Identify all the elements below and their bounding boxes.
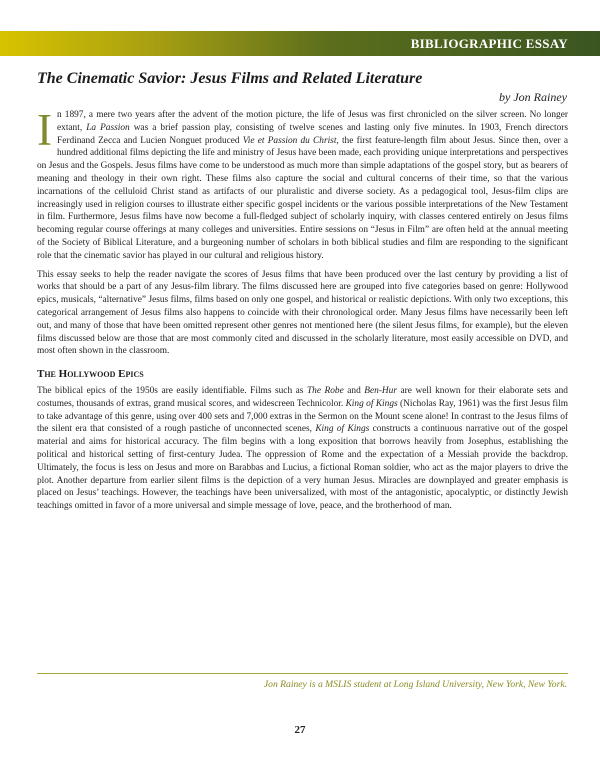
article-body (37, 105, 569, 519)
film-title: King of Kings (345, 398, 398, 409)
intro-paragraph-1: In 1897, a mere two years after the advent of the motion picture, the life of Jesus was first chronicled on the silver screen. No longer extant, La Passion was a brief passion play, consisting of twelve scenes and lasting only five minutes. In 1903, French directors Ferdinand Zecca and Lucien Nonguet produced Vie et Passion du Christ, the first feature-length film about Jesus. Since then, over a hundred additional films depicting the life and ministry of Jesus have been made, each providing unique interpretations and perspectives on Jesus and the Gospels. Jesus films have come to be understood as much more than simple adaptations of the gospel story, but as bearers of meaning and theology in their own right. These films also capture the social and cultural concerns of their time, so that the various incarnations of the celluloid Christ stand as artifacts of our pluralistic and diverse society. As a pedagogical tool, Jesus-film clips are increasingly used in religion courses to illustrate either specific gospel incidents or the various possible interpretations of the New Testament in film. Furthermore, Jesus films have now become a full-fledged subject of scholarly inquiry, with classes centered entirely on Jesus films becoming regular course offerings at many colleges and universities. Entire sessions on “Jesus in Film” are often held at the annual meeting of the Society of Biblical Literature, and a burgeoning number of scholars in both biblical studies and film are responding to the significant role that the cinematic savior has played in our cultural and religious history. (37, 105, 568, 261)
film-title: Vie et Passion du Christ (242, 135, 337, 146)
banner-label: BIBLIOGRAPHIC ESSAY (410, 36, 568, 51)
page-number: 27 (294, 724, 306, 736)
section-banner (0, 31, 600, 56)
author-note: Jon Rainey is a MSLIS student at Long Island University, New York, New York. (263, 679, 567, 690)
article-byline: by Jon Rainey (499, 90, 567, 104)
footer-divider (37, 673, 568, 674)
section-paragraph-1: The biblical epics of the 1950s are easily identifiable. Films such as The Robe and Ben-Hur are well known for their elaborate sets and costumes, thousands of extras, grand musical scores, and widescreen Technicolor. King of Kings (Nicholas Ray, 1961) was the first Jesus film to take advantage of this genre, using over 400 sets and 7,000 extras in the Sermon on the Mount scene alone! In contrast to the Jesus films of the silent era that consisted of a rough pastiche of unconnected scenes, King of Kings constructs a continuous narrative out of the gospel material and aims for historical accuracy. The film begins with a long exposition that borrows heavily from Josephus, establishing the political and historical setting of first-century Judea. The oppression of Rome and the expectation of a Messiah provide the backdrop. Ultimately, the focus is less on Jesus and more on Barabbas and Lucius, a fictional Roman soldier, who act as the major players to drive the plot. Another departure from earlier silent films is the depiction of a very human Jesus. Miracles are downplayed and greater emphasis is placed on Jesus’ teachings. However, the teachings have been universalized, with most of the antagonistic, apocalyptic, or distinctly Jewish teachings omitted in favor of a more universal and simple message of love, peace, and the brotherhood of man. (37, 385, 569, 512)
film-title: The Robe (306, 385, 344, 396)
intro-paragraph-2: This essay seeks to help the reader navigate the scores of Jesus films that have been produced over the last century by providing a list of works that should be a part of any Jesus-film library. The films discussed here are grouped into five categories based on genre: Hollywood epics, musicals, “alternative” Jesus films, films based on only one gospel, and historical or realistic depictions. With only two exceptions, this categorical arrangement of Jesus films also happens to coincide with their chronological order. Many Jesus films have necessarily been left out, and many of those that have been omitted represent other genres not mentioned here (the silent Jesus films, for example), but the eleven films discussed below are those that are most commonly cited and discussed in the scholarly literature, most easily accessible on DVD, and most often shown in the classroom. (37, 269, 568, 357)
drop-cap: I (37, 105, 52, 155)
section-heading: The Hollywood Epics (37, 368, 144, 381)
film-title: King of Kings (315, 424, 370, 435)
article-title: The Cinematic Savior: Jesus Films and Related Literature (37, 70, 423, 87)
film-title: La Passion (86, 122, 130, 133)
film-title: Ben-Hur (364, 385, 397, 396)
